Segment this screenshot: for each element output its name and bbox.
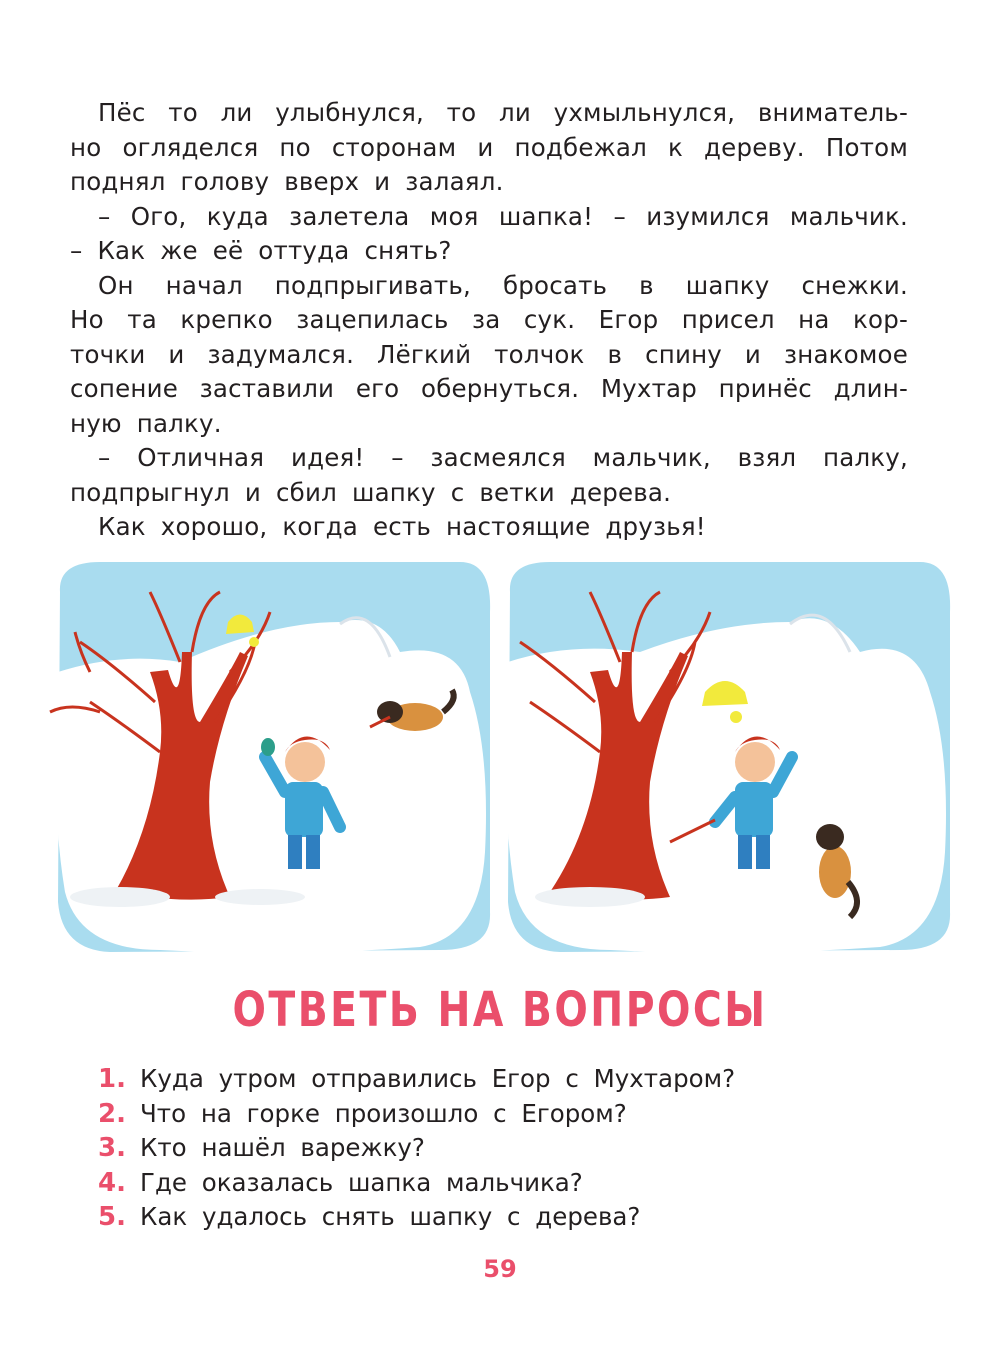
question-number: 2. [98,1098,126,1129]
story-line: Как хорошо, когда есть настоящие друзья! [98,512,706,541]
question-text: Как удалось снять шапку с дерева? [140,1202,641,1231]
story-line: Он начал подпрыгивать, бросать в шапку снежки. [98,270,908,300]
story-line: Но та крепко зацепилась за сук. Егор присел на кор- [70,305,908,334]
story-line: точки и задумался. Лёгкий толчок в спину и знакомое [70,339,908,369]
illustration-hat-in-tree [40,552,495,957]
question-number: 3. [98,1133,126,1163]
story-line: Пёс то ли улыбнулся, то ли ухмыльнулся, вниматель- [98,98,908,127]
question-text: Куда утром отправились Егор с Мухтаром? [140,1064,736,1093]
story-line: подпрыгнул и сбил шапку с ветки дерева. [70,477,672,507]
story-line: ную палку. [70,408,222,438]
story-line: поднял голову вверх и залаял. [70,167,504,196]
question-item [98,1062,878,1097]
question-number: 4. [98,1167,126,1198]
question-item [98,1166,878,1201]
story-line: – Отличная идея! – засмеялся мальчик, взял палку, [98,443,908,472]
question-text: Что на горке произошло с Егором? [140,1098,627,1128]
story-text [70,96,908,545]
question-number: 5. [98,1202,126,1232]
story-line: сопение заставили его обернуться. Мухтар принёс длин- [70,374,908,403]
question-item [98,1200,878,1235]
questions-list [98,1062,878,1235]
story-line: – Как же её оттуда снять? [70,236,452,265]
story-line: но огляделся по сторонам и подбежал к дереву. Потом [70,132,908,162]
illustration-hat-falling [490,552,955,957]
section-heading: ОТВЕТЬ НА ВОПРОСЫ [232,982,768,1038]
question-number: 1. [98,1064,126,1094]
question-text: Кто нашёл варежку? [140,1133,425,1162]
question-item [98,1097,878,1132]
question-item [98,1131,878,1166]
page-number: 59 [483,1255,517,1283]
story-line: – Ого, куда залетела моя шапка! – изумился мальчик. [98,201,908,231]
question-text: Где оказалась шапка мальчика? [140,1167,583,1197]
